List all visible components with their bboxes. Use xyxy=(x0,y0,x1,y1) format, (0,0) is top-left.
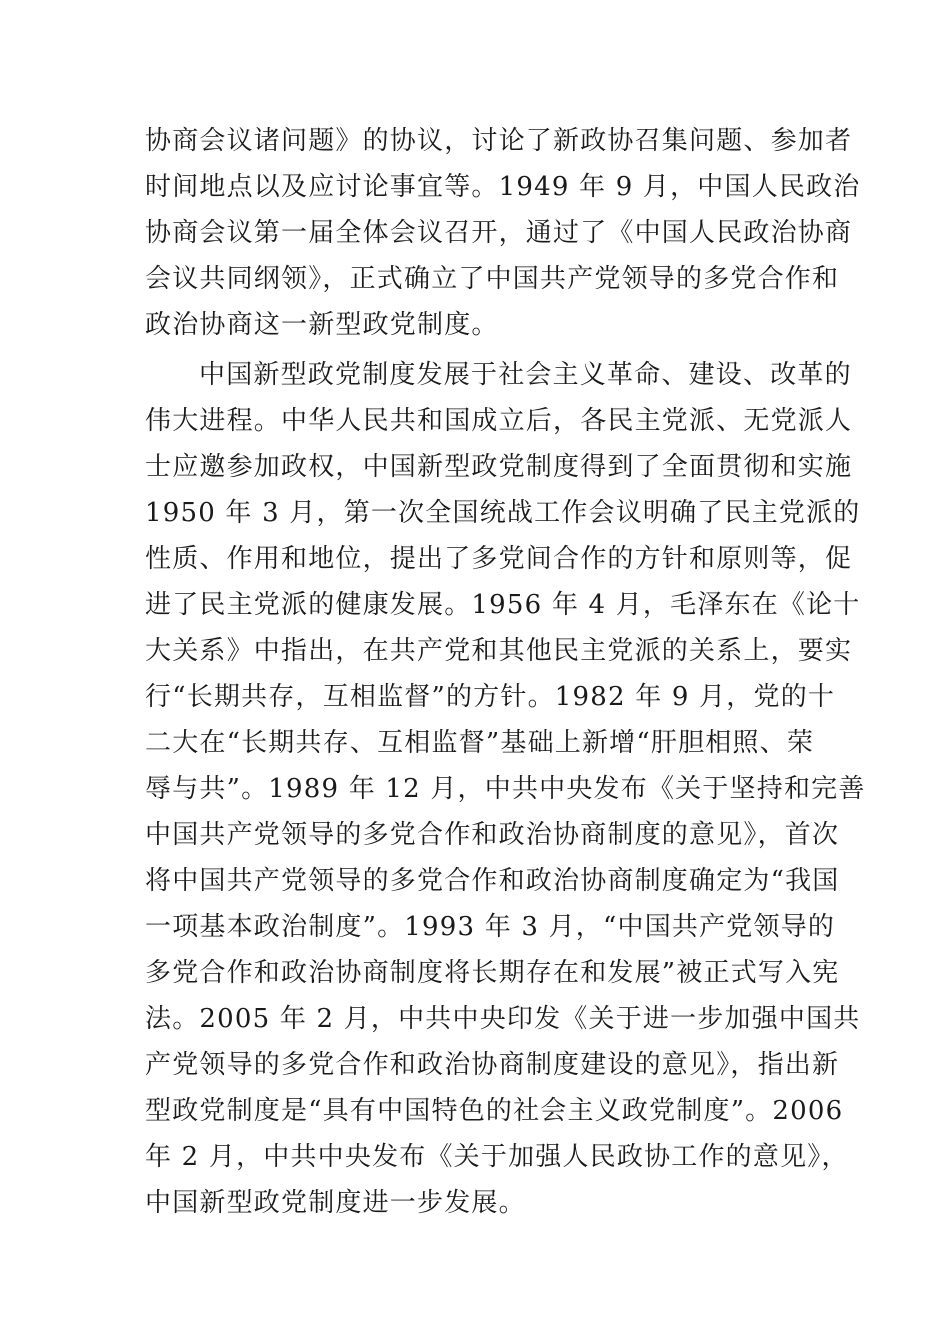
text-line: 政治协商这一新型政党制度。 xyxy=(145,310,499,340)
text-line: 士应邀参加政权，中国新型政党制度得到了全面贯彻和实施 xyxy=(145,452,853,482)
text-line-first-indented: 中国新型政党制度发展于社会主义革命、建设、改革的 xyxy=(199,360,852,390)
text-line: 多党合作和政治协商制度将长期存在和发展”被正式写入宪 xyxy=(145,958,840,988)
text-line: 协商会议诸问题》的协议，讨论了新政协召集问题、参加者 xyxy=(145,126,853,156)
text-line: 性质、作用和地位，提出了多党间合作的方针和原则等，促 xyxy=(145,544,853,574)
text-line: 一项基本政治制度”。1993 年 3 月，“中国共产党领导的 xyxy=(145,912,836,942)
paragraph-1 xyxy=(145,118,861,348)
text-line: 会议共同纲领》，正式确立了中国共产党领导的多党合作和 xyxy=(145,264,840,294)
text-line: 法。2005 年 2 月，中共中央印发《关于进一步加强中国共 xyxy=(145,1004,861,1034)
text-line: 进了民主党派的健康发展。1956 年 4 月，毛泽东在《论十 xyxy=(145,590,861,620)
text-line: 时间地点以及应讨论事宜等。1949 年 9 月，中国人民政治 xyxy=(145,172,861,202)
text-line: 产党领导的多党合作和政治协商制度建设的意见》，指出新 xyxy=(145,1050,840,1080)
text-line: 大关系》中指出，在共产党和其他民主党派的关系上，要实 xyxy=(145,636,853,666)
text-line: 协商会议第一届全体会议召开，通过了《中国人民政治协商 xyxy=(145,218,853,248)
text-line: 二大在“长期共存、互相监督”基础上新增“肝胆相照、荣 xyxy=(145,728,815,758)
text-line: 1950 年 3 月，第一次全国统战工作会议明确了民主党派的 xyxy=(145,498,861,528)
text-line: 辱与共”。1989 年 12 月，中共中央发布《关于坚持和完善 xyxy=(145,774,866,804)
text-line: 中国共产党领导的多党合作和政治协商制度的意见》，首次 xyxy=(145,820,840,850)
body-text xyxy=(145,118,866,1226)
text-line: 中国新型政党制度进一步发展。 xyxy=(145,1188,526,1218)
text-line: 将中国共产党领导的多党合作和政治协商制度确定为“我国 xyxy=(145,866,840,896)
text-line: 年 2 月，中共中央发布《关于加强人民政协工作的意见》， xyxy=(145,1142,849,1172)
text-line: 型政党制度是“具有中国特色的社会主义政党制度”。2006 xyxy=(145,1096,844,1126)
text-line: 伟大进程。中华人民共和国成立后，各民主党派、无党派人 xyxy=(145,406,853,436)
text-line: 行“长期共存，互相监督”的方针。1982 年 9 月，党的十 xyxy=(145,682,836,712)
paragraph-2 xyxy=(145,352,866,1226)
